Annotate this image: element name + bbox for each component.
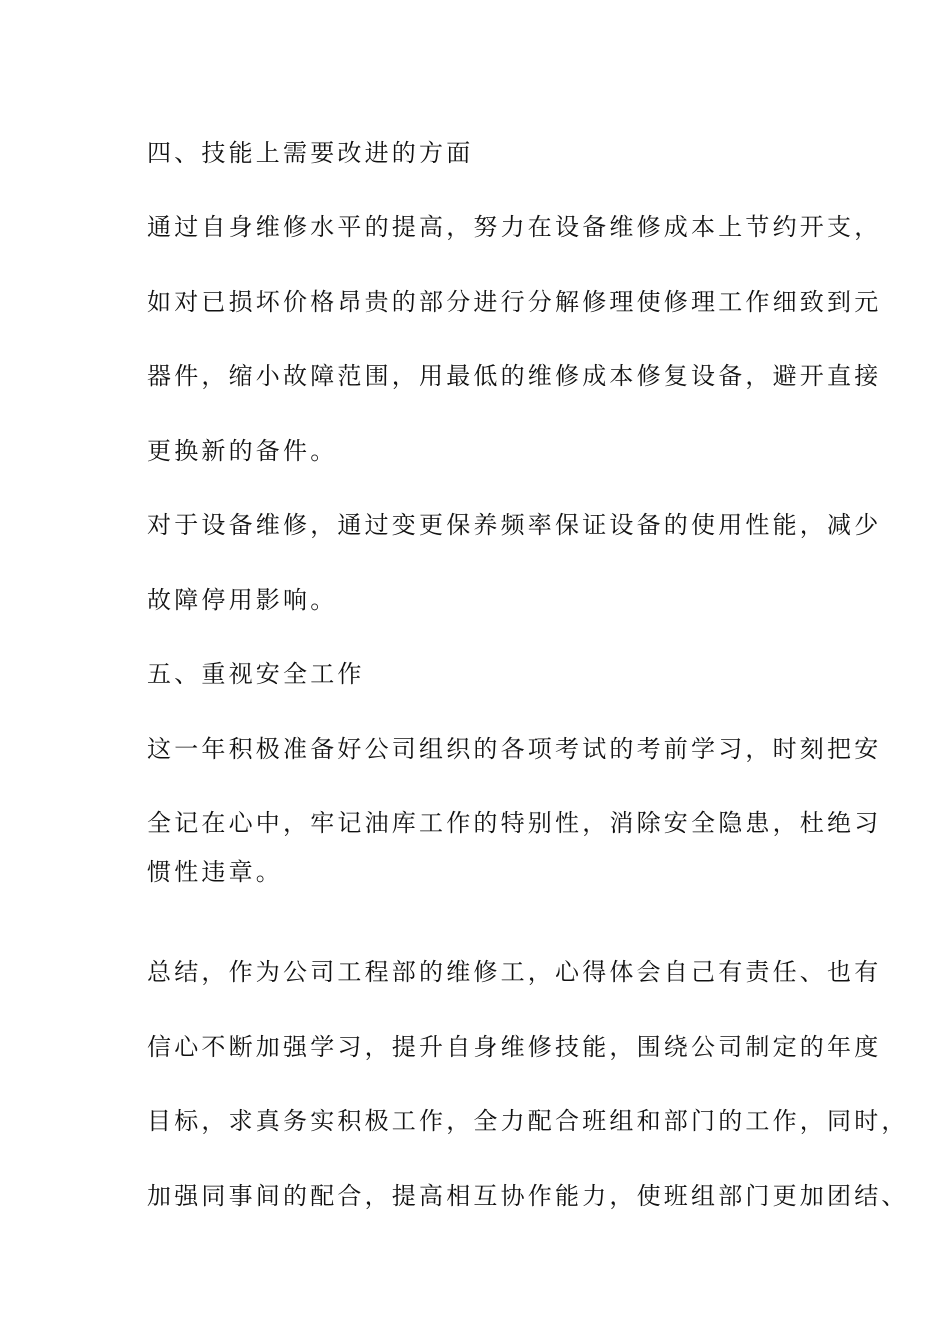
paragraph-line: 加强同事间的配合，提高相互协作能力，使班组部门更加团结、 [147, 1182, 909, 1210]
paragraph-line: 更换新的备件。 [147, 437, 338, 465]
paragraph-line: 通过自身维修水平的提高，努力在设备维修成本上节约开支， [147, 213, 882, 241]
section-heading-5: 五、重视安全工作 [147, 660, 365, 688]
paragraph-line: 惯性违章。 [147, 858, 283, 886]
paragraph-line: 对于设备维修，通过变更保养频率保证设备的使用性能，减少 [147, 511, 882, 539]
paragraph-line: 这一年积极准备好公司组织的各项考试的考前学习，时刻把安 [147, 735, 882, 763]
paragraph-line: 全记在心中，牢记油库工作的特别性，消除安全隐患，杜绝习 [147, 809, 882, 837]
paragraph-line: 如对已损坏价格昂贵的部分进行分解修理使修理工作细致到元 [147, 288, 882, 316]
section-heading-4: 四、技能上需要改进的方面 [147, 139, 474, 167]
paragraph-line: 故障停用影响。 [147, 586, 338, 614]
paragraph-line: 信心不断加强学习，提升自身维修技能，围绕公司制定的年度 [147, 1033, 882, 1061]
paragraph-line: 总结，作为公司工程部的维修工，心得体会自己有责任、也有 [147, 958, 882, 986]
paragraph-line: 器件，缩小故障范围，用最低的维修成本修复设备，避开直接 [147, 362, 882, 390]
paragraph-line: 目标，求真务实积极工作，全力配合班组和部门的工作，同时， [147, 1107, 909, 1135]
